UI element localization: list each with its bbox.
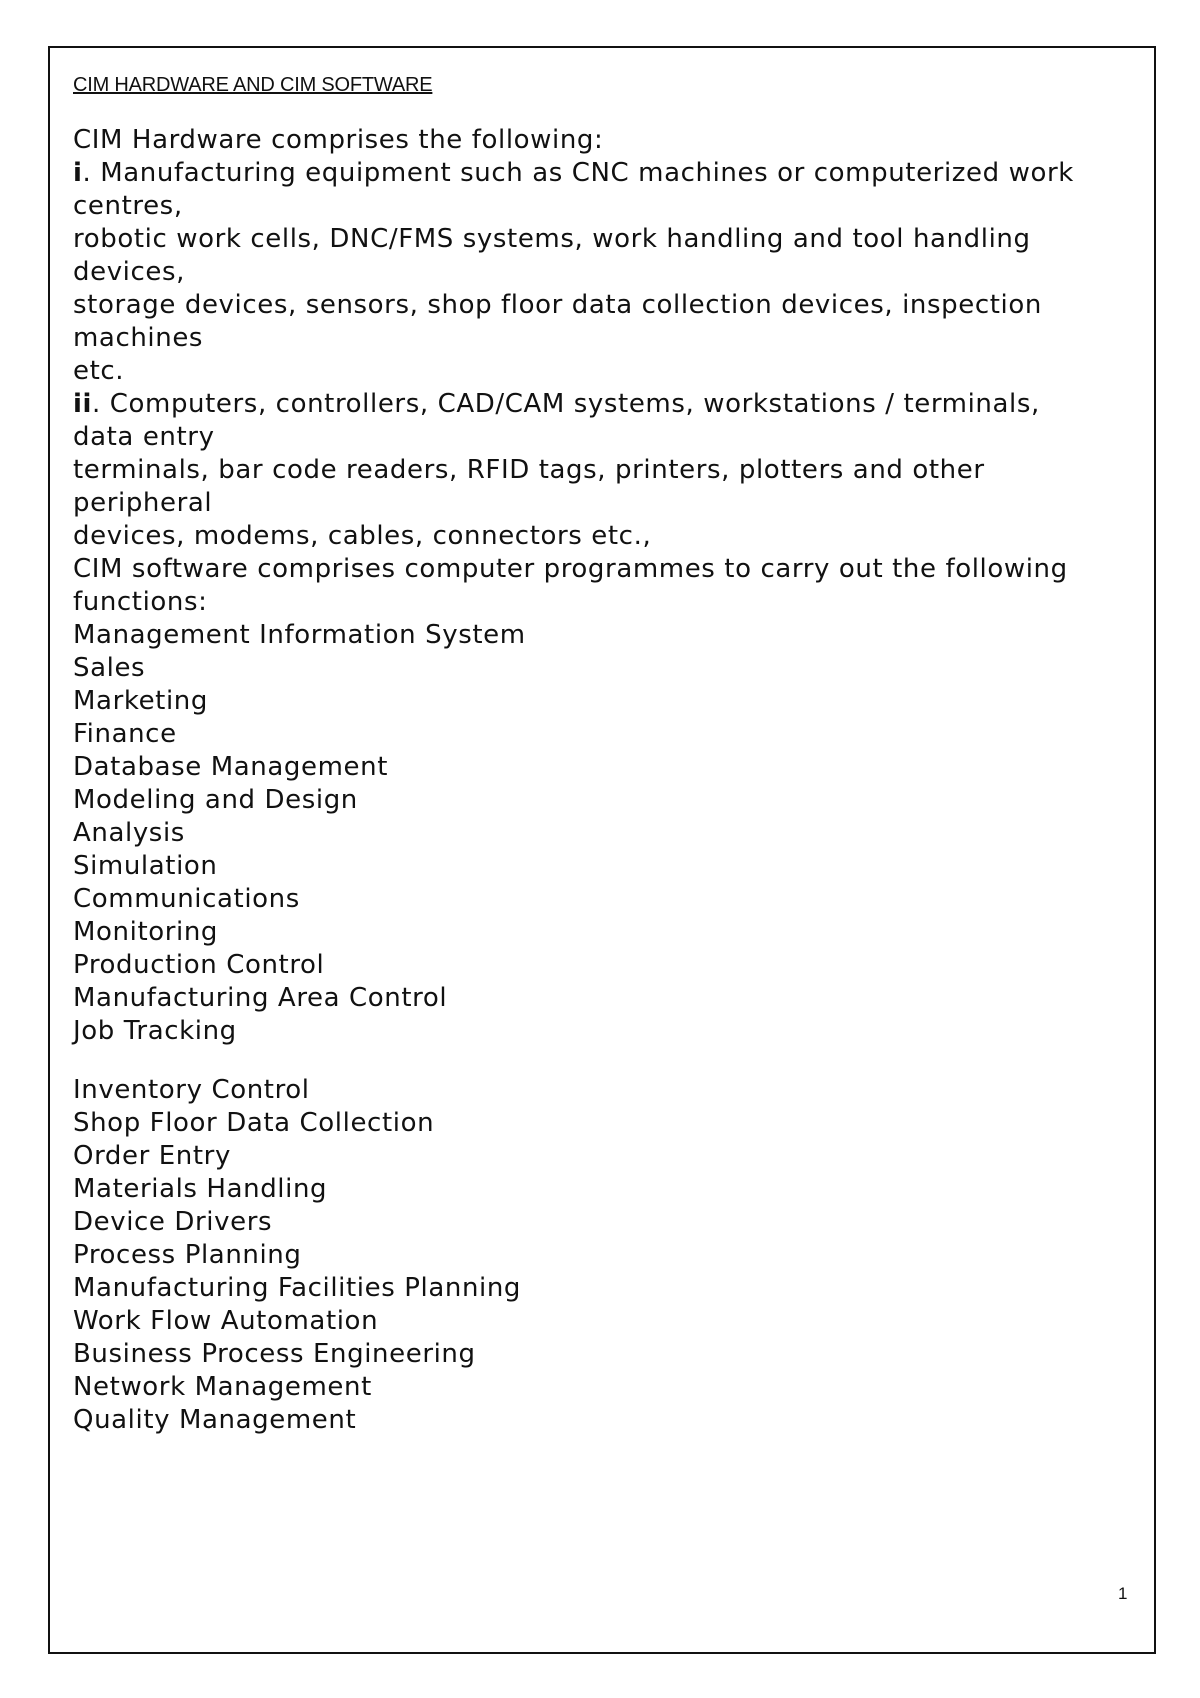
list-marker: ii xyxy=(73,389,93,419)
function-item: Quality Management xyxy=(73,1405,357,1435)
hardware-item-ii-line xyxy=(73,388,1133,421)
function-item: Marketing xyxy=(73,686,208,716)
document-heading: CIM HARDWARE AND CIM SOFTWARE xyxy=(73,74,433,96)
function-item: Shop Floor Data Collection xyxy=(73,1108,435,1138)
function-item: Monitoring xyxy=(73,917,219,947)
software-intro-line: functions: xyxy=(73,587,208,617)
hardware-item-i-line xyxy=(73,157,1133,190)
function-item: Process Planning xyxy=(73,1240,302,1270)
function-item: Analysis xyxy=(73,818,185,848)
hardware-item-i-line: etc. xyxy=(73,356,125,386)
function-item: Manufacturing Facilities Planning xyxy=(73,1273,522,1303)
function-item: Simulation xyxy=(73,851,218,881)
hardware-item-i-line: storage devices, sensors, shop floor data collection devices, inspection xyxy=(73,290,1042,320)
function-item: Inventory Control xyxy=(73,1075,310,1105)
function-item: Work Flow Automation xyxy=(73,1306,379,1336)
hardware-item-ii-line: terminals, bar code readers, RFID tags, printers, plotters and other xyxy=(73,455,985,485)
hardware-intro: CIM Hardware comprises the following: xyxy=(73,125,604,155)
function-item: Business Process Engineering xyxy=(73,1339,476,1369)
software-intro-line: CIM software comprises computer programmes to carry out the following xyxy=(73,554,1068,584)
function-item: Sales xyxy=(73,653,146,683)
function-item: Management Information System xyxy=(73,620,526,650)
function-item: Communications xyxy=(73,884,300,914)
hardware-item-ii-line: data entry xyxy=(73,422,215,452)
hardware-item-i-line: devices, xyxy=(73,257,186,287)
function-item: Network Management xyxy=(73,1372,372,1402)
hardware-item-i-line: centres, xyxy=(73,191,183,221)
function-item: Manufacturing Area Control xyxy=(73,983,448,1013)
hardware-item-ii-text: . Computers, controllers, CAD/CAM systems, workstations / terminals, xyxy=(92,389,1040,419)
hardware-item-i-line: robotic work cells, DNC/FMS systems, work handling and tool handling xyxy=(73,224,1031,254)
hardware-item-i-line: machines xyxy=(73,323,204,353)
function-item: Production Control xyxy=(73,950,325,980)
function-item: Modeling and Design xyxy=(73,785,358,815)
hardware-item-ii-line: peripheral xyxy=(73,488,213,518)
function-item: Finance xyxy=(73,719,177,749)
function-item: Database Management xyxy=(73,752,388,782)
page-number: 1 xyxy=(1118,1584,1128,1603)
hardware-item-ii-line: devices, modems, cables, connectors etc., xyxy=(73,521,652,551)
function-item: Device Drivers xyxy=(73,1207,273,1237)
function-item: Materials Handling xyxy=(73,1174,328,1204)
hardware-item-i-text: . Manufacturing equipment such as CNC machines or computerized work xyxy=(82,158,1074,188)
document-body xyxy=(73,124,1133,1437)
function-item: Order Entry xyxy=(73,1141,231,1171)
paragraph-gap xyxy=(73,1048,1133,1074)
list-marker: i xyxy=(73,158,83,188)
function-item: Job Tracking xyxy=(73,1016,237,1046)
